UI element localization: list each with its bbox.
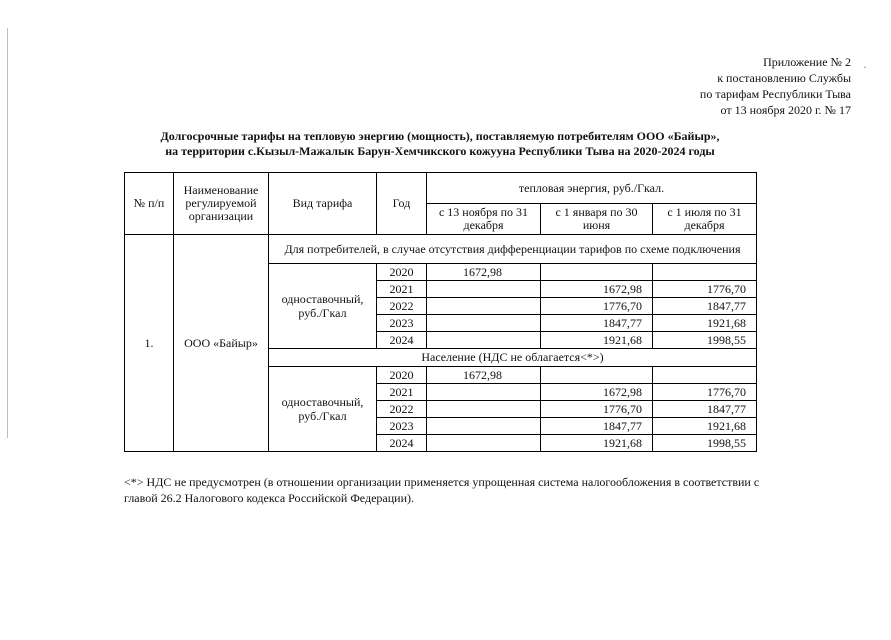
value-period-2 [541,264,653,281]
value-period-1 [427,315,541,332]
document-title [120,129,760,159]
appendix-line-3: по тарифам Республики Тыва [699,87,851,101]
appendix-line-4: от 13 ноября 2020 г. № 17 [720,103,851,117]
value-period-3: 1998,55 [653,435,757,452]
header-num: № п/п [125,173,174,235]
year-cell: 2021 [377,384,427,401]
value-period-1 [427,281,541,298]
header-year: Год [377,173,427,235]
header-kind: Вид тарифа [269,173,377,235]
header-energy: тепловая энергия, руб./Гкал. [427,173,757,204]
value-period-3: 1921,68 [653,418,757,435]
year-cell: 2020 [377,367,427,384]
page-margin-line [7,28,8,438]
year-cell: 2022 [377,298,427,315]
header-org: Наименование регулируемой организации [174,173,269,235]
title-line-1: Долгосрочные тарифы на тепловую энергию (мощность), поставляемую потребителям ООО «Байыр», [160,129,720,143]
value-period-3: 1776,70 [653,384,757,401]
value-period-2: 1921,68 [541,332,653,349]
year-cell: 2023 [377,315,427,332]
value-period-1: 1672,98 [427,264,541,281]
value-period-1 [427,435,541,452]
value-period-3: 1921,68 [653,315,757,332]
section-title: Население (НДС не облагается<*>) [269,349,757,367]
header-period-1: с 13 ноября по 31 декабря [427,204,541,235]
value-period-2: 1847,77 [541,418,653,435]
tariff-table [124,172,757,452]
value-period-2: 1847,77 [541,315,653,332]
value-period-2: 1672,98 [541,384,653,401]
margin-mark: · [863,60,867,74]
year-cell: 2024 [377,435,427,452]
value-period-1 [427,401,541,418]
appendix-line-1: Приложение № 2 [763,55,851,69]
value-period-1: 1672,98 [427,367,541,384]
value-period-2: 1776,70 [541,298,653,315]
value-period-1 [427,418,541,435]
header-period-3: с 1 июля по 31 декабря [653,204,757,235]
value-period-2: 1776,70 [541,401,653,418]
appendix-line-2: к постановлению Службы [717,71,851,85]
tariff-kind: одноставочный, руб./Гкал [269,367,377,452]
header-period-2: с 1 января по 30 июня [541,204,653,235]
value-period-3: 1998,55 [653,332,757,349]
value-period-3: 1847,77 [653,401,757,418]
year-cell: 2020 [377,264,427,281]
value-period-1 [427,332,541,349]
value-period-3: 1776,70 [653,281,757,298]
org-name: ООО «Байыр» [174,235,269,452]
value-period-1 [427,384,541,401]
year-cell: 2022 [377,401,427,418]
footnote: <*> НДС не предусмотрен (в отношении организации применяется упрощенная система налогообложения в соответствии с главой 26.2 Налогового кодекса Российской Федерации). [124,475,760,505]
value-period-2: 1921,68 [541,435,653,452]
value-period-2 [541,367,653,384]
value-period-3: 1847,77 [653,298,757,315]
tariff-kind: одноставочный, руб./Гкал [269,264,377,349]
value-period-1 [427,298,541,315]
year-cell: 2021 [377,281,427,298]
title-line-2: на территории с.Кызыл-Мажалык Барун-Хемчикского кожууна Республики Тыва на 2020-2024 годы [165,144,715,158]
row-number: 1. [125,235,174,452]
value-period-3 [653,264,757,281]
year-cell: 2024 [377,332,427,349]
value-period-3 [653,367,757,384]
value-period-2: 1672,98 [541,281,653,298]
year-cell: 2023 [377,418,427,435]
appendix-header [700,54,851,118]
section-title: Для потребителей, в случае отсутствия дифференциации тарифов по схеме подключения [269,235,757,264]
